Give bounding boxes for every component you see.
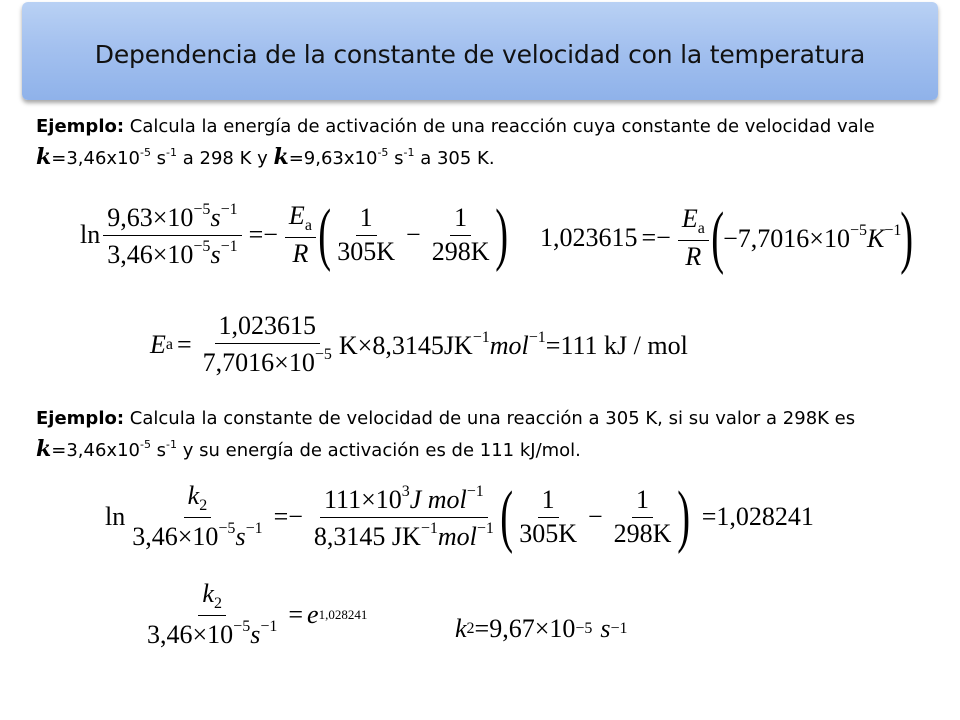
minus-sign: − [406, 220, 421, 249]
inner-term: $-7,7016\times 10^{-5}K^{-1}$ [723, 222, 902, 253]
ea-over-r-numeric: $\frac{111\times 10^3J mol^{-1}}{8,3145 JK^{-1}mol^{-1}}$ [313, 482, 494, 551]
ea-result: $K\times 8,3145JK^{-1}mol^{-1}=111$ kJ / mol [338, 328, 688, 360]
ea-fraction: $\frac{1,023615}{7,7016\times 10^{-5}}$ [202, 311, 332, 377]
equation-1 [80, 196, 509, 273]
example-2-label: Ejemplo: [36, 408, 125, 429]
value-text: =3,46x10 [51, 148, 140, 169]
k2-ratio-fraction: $\frac{k_2}{3,46\times 10^{-5}s^{-1}}$ [132, 481, 263, 551]
equation-3 [150, 312, 688, 377]
left-paren: ( [318, 196, 331, 273]
example-1-body: Calcula la energía de activación de una reacción cuya constante de velocidad vale [124, 116, 875, 137]
inverse-t1: $\frac{1}{305K}$ [519, 484, 577, 548]
ln-operator: ln [80, 220, 101, 249]
k-symbol: k [36, 144, 52, 170]
equals-minus: =− [273, 502, 303, 531]
body-text: a 298 K y [177, 148, 274, 169]
unit-text: s [150, 440, 167, 461]
value-text: =9,63x10 [288, 148, 378, 169]
subscript: a [165, 335, 173, 353]
e-exponent: 1,028241 [318, 606, 368, 622]
title-banner [22, 2, 938, 100]
exponent: −5 [575, 620, 593, 637]
equation-5 [140, 580, 367, 649]
example-2-body: Calcula la constante de velocidad de una reacción a 305 K, si su valor a 298K es [124, 408, 856, 429]
minus-sign: − [587, 502, 603, 531]
lhs-value: 1,023615 [540, 223, 638, 252]
left-paren: ( [500, 478, 513, 555]
unit-text: s [388, 148, 404, 169]
exponent: −1 [610, 620, 628, 637]
page-title: Dependencia de la constante de velocidad con la temperatura [94, 39, 866, 69]
right-paren: ) [900, 199, 914, 276]
left-paren: ( [711, 199, 724, 276]
k2-ratio-fraction: $\frac{k_2}{3,46\times 10^{-5}s^{-1}}$ [147, 579, 278, 649]
subscript: 2 [466, 620, 475, 637]
right-paren: ) [677, 478, 691, 555]
ea-symbol: E [150, 329, 166, 359]
body-text: y su energía de activación es de 111 kJ/mol. [177, 440, 581, 461]
inverse-t2: $\frac{1}{298K}$ [431, 202, 490, 266]
k-symbol: k [36, 436, 52, 462]
rate-ratio-fraction: $\frac{9,63\times 10^{-5}s^{-1}}{3,46\times 10^{-5}s^{-1}}$ [103, 201, 241, 269]
k2-value: =9,67×10 [474, 614, 576, 643]
equation-6 [455, 614, 628, 644]
e-symbol: e [307, 599, 319, 629]
unit: s [600, 614, 611, 643]
value-text: =3,46x10 [51, 440, 140, 461]
ln-result: =1,028241 [701, 502, 814, 531]
exponent: -1 [403, 146, 415, 159]
equals-minus: =− [248, 220, 278, 249]
equation-2 [540, 199, 914, 276]
ea-over-r: $\frac{E_a}{R}$ [285, 202, 316, 268]
example-1-text [36, 111, 916, 174]
exponent: -5 [139, 438, 151, 451]
body-text: a 305 K. [414, 148, 495, 169]
example-1-label: Ejemplo: [36, 116, 125, 137]
right-paren: ) [495, 196, 509, 273]
equals-sign: = [288, 599, 304, 629]
equals-minus: =− [641, 223, 671, 252]
exponent: -1 [166, 146, 178, 159]
unit-text: s [150, 148, 167, 169]
equation-4 [105, 478, 814, 555]
inverse-t2: $\frac{1}{298K}$ [613, 484, 672, 548]
exponent: -1 [166, 438, 178, 451]
k-symbol: k [455, 614, 467, 643]
ea-over-r: $\frac{E_a}{R}$ [678, 205, 709, 271]
equals-sign: = [177, 329, 192, 359]
k-symbol: k [273, 144, 289, 170]
exponent: -5 [139, 146, 151, 159]
example-2-text [36, 403, 916, 466]
exponent: -5 [377, 146, 389, 159]
ln-operator: ln [105, 502, 126, 531]
inverse-t1: $\frac{1}{305K}$ [337, 202, 396, 266]
